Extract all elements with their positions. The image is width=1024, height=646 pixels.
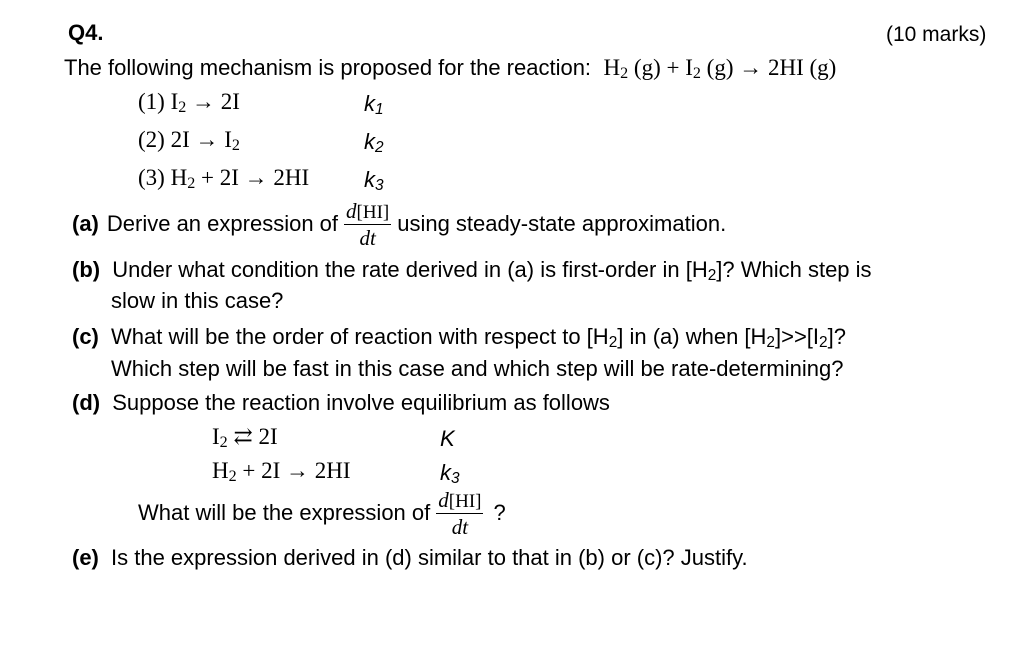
part-d-question: What will be the expression of $\frac{d[HI]}{dt}$ ?: [138, 488, 506, 539]
rate-constant-1: $k_1$: [364, 91, 384, 118]
part-c-line-2: Which step will be fast in this case and which step will be rate-determining?: [111, 356, 844, 381]
part-e: (e) Is the expression derived in (d) similar to that in (b) or (c)? Justify.: [72, 545, 748, 570]
overall-reaction: $H_2$ $(g) + I_2$ (g) → 2HI (g): [603, 55, 837, 82]
part-d-label: (d): [72, 390, 101, 415]
part-a-text-after: using steady-state approximation.: [397, 210, 727, 236]
rate-constant-k3-d: $k_3$: [440, 460, 460, 487]
dHI-dt-fraction: $\frac{d[HI]}{dt}$: [346, 199, 390, 250]
dHI-dt-fraction-d: $\frac{d[HI]}{dt}$: [438, 488, 482, 539]
part-a: [72, 199, 726, 249]
part-c-label: (c): [72, 324, 99, 349]
part-b-line-1: (b) Under what condition the rate derived in (a) is first-order in $[H_2]$? Which step is: [72, 257, 872, 284]
mechanism-step-2: (2) $2I \to I_2$: [138, 127, 240, 154]
mechanism-step-1: (1) $I_2 \to 2I$: [138, 89, 240, 116]
part-a-label: (a): [72, 210, 99, 236]
part-e-label: (e): [72, 545, 99, 570]
part-b-line-2: slow in this case?: [111, 288, 284, 313]
intro-line: [64, 55, 836, 81]
part-b-label: (b): [72, 257, 101, 282]
rate-constant-2: $k_2$: [364, 129, 384, 156]
mechanism-step-3: (3) $H_2 + 2I \to 2HI$: [138, 165, 310, 192]
intro-text: The following mechanism is proposed for the reaction:: [64, 55, 592, 80]
rate-constant-3: $k_3$: [364, 167, 384, 194]
equilibrium-constant-K: K: [440, 426, 455, 451]
part-c-line-1: (c) What will be the order of reaction with respect to $[H_2]$ in (a) when $[H_2]>>[I_2]$?: [72, 324, 846, 351]
marks-label: (10 marks): [886, 23, 987, 46]
part-d-line-1: (d) Suppose the reaction involve equilibrium as follows: [72, 390, 610, 415]
question-number: Q4.: [68, 20, 104, 45]
equilibrium-step-2: $H_2 + 2I \to 2HI$: [212, 458, 351, 485]
part-a-text-before: Derive an expression of: [106, 210, 339, 236]
equilibrium-step-1: $I_2$ ⇄ 2I: [212, 424, 278, 451]
